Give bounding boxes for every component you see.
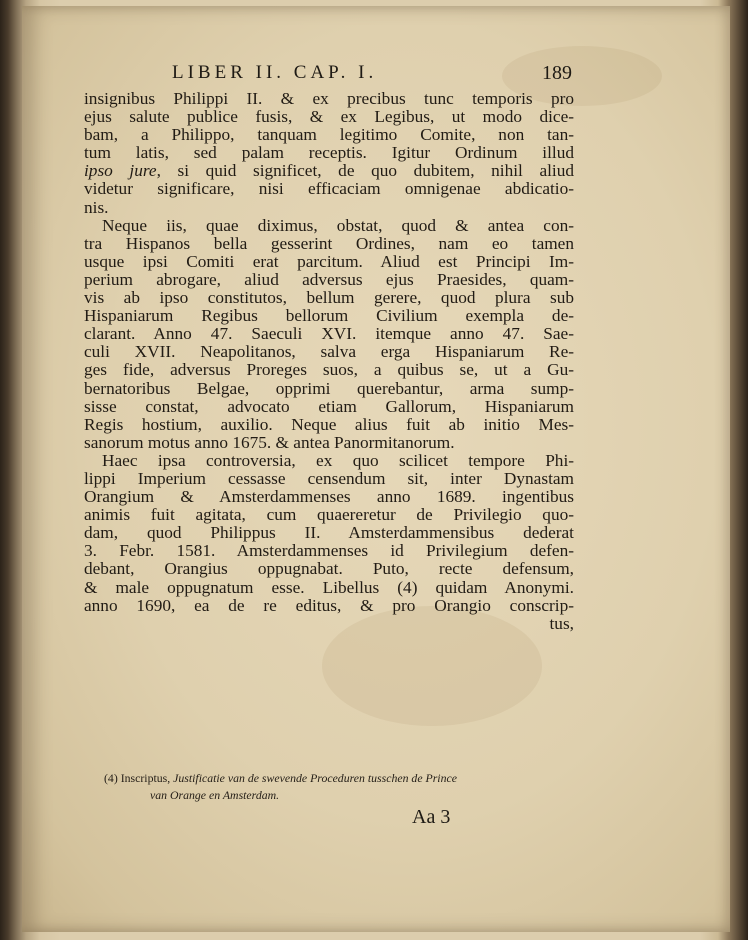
footnote-title: Justificatie van de swevende Proceduren tusschen de Prince <box>173 771 457 785</box>
text-line: nis. <box>84 198 109 217</box>
text-line: & male oppugnatum esse. Libellus (4) quidam Anonymi. <box>84 578 574 597</box>
text-line: perium abrogare, aliud adversus ejus Praesides, quam- <box>84 270 574 289</box>
text-line: bernatoribus Belgae, opprimi querebantur, arma sump- <box>84 379 574 398</box>
signature-mark: Aa 3 <box>412 806 451 828</box>
text-line: Hispaniarum Regibus bellorum Civilium exempla de- <box>84 307 574 326</box>
body-text <box>84 90 574 633</box>
text-line: debant, Orangius oppugnabat. Puto, recte defensum, <box>84 560 574 579</box>
text-line: lippi Imperium cessasse censendum sit, inter Dynastam <box>84 469 574 488</box>
text-line: Orangium & Amsterdammenses anno 1689. ingentibus <box>84 488 574 507</box>
text-line: sisse constat, advocato etiam Gallorum, Hispaniarum <box>84 397 574 416</box>
text-line: tum latis, sed palam receptis. Igitur Ordinum illud <box>84 144 574 163</box>
text-line: ipso jure, si quid significet, de quo dubitem, nihil aliud <box>84 162 574 181</box>
text-line: clarant. Anno 47. Saeculi XVI. itemque anno 47. Sae- <box>84 325 574 344</box>
text-line: tra Hispanos bella gesserint Ordines, nam eo tamen <box>84 234 574 253</box>
footnote-title-continued: van Orange en Amsterdam. <box>150 788 280 802</box>
footnote-lead: Inscriptus, <box>120 771 171 785</box>
text-line: 3. Febr. 1581. Amsterdammenses id Privilegium defen- <box>84 542 574 561</box>
text-line: sanorum motus anno 1675. & antea Panormitanorum. <box>84 433 455 452</box>
text-line: culi XVII. Neapolitanos, salva erga Hispaniarum Re- <box>84 343 574 362</box>
text-line: ejus salute publice fusis, & ex Legibus, ut modo dice- <box>84 108 574 127</box>
italic-phrase: ipso jure <box>84 162 157 181</box>
text-line: Haec ipsa controversia, ex quo scilicet tempore Phi- <box>102 451 574 470</box>
text-line: videtur significare, nisi efficaciam omnigenae abdicatio- <box>84 180 574 199</box>
text-line: Neque iis, quae diximus, obstat, quod & antea con- <box>102 216 574 235</box>
catchword: tus, <box>549 614 574 633</box>
text-line: Regis hostium, auxilio. Neque alius fuit ab initio Mes- <box>84 415 574 434</box>
running-head: LIBER II. CAP. I. <box>172 62 378 83</box>
page-header <box>172 62 572 88</box>
text-line: animis fuit agitata, cum quaereretur de Privilegio quo- <box>84 506 574 525</box>
text-line: dam, quod Philippus II. Amsterdammensibus dederat <box>84 524 574 543</box>
text-line: insignibus Philippi II. & ex precibus tunc temporis pro <box>84 90 574 108</box>
text-line: usque ipsi Comiti erat parcitum. Aliud est Principi Im- <box>84 252 574 271</box>
text-line: ges fide, adversus Proreges suos, a quibus se, ut a Gu- <box>84 361 574 380</box>
page-number: 189 <box>542 62 572 84</box>
footnote-marker: (4) <box>104 771 118 785</box>
text-line: anno 1690, ea de re editus, & pro Orangio conscrip- <box>84 596 574 615</box>
footnote-line <box>104 770 576 787</box>
footnote <box>104 770 576 804</box>
text-line: bam, a Philippo, tanquam legitimo Comite, non tan- <box>84 126 574 145</box>
text-line: vis ab ipso constitutos, bellum gerere, quod plura sub <box>84 289 574 308</box>
